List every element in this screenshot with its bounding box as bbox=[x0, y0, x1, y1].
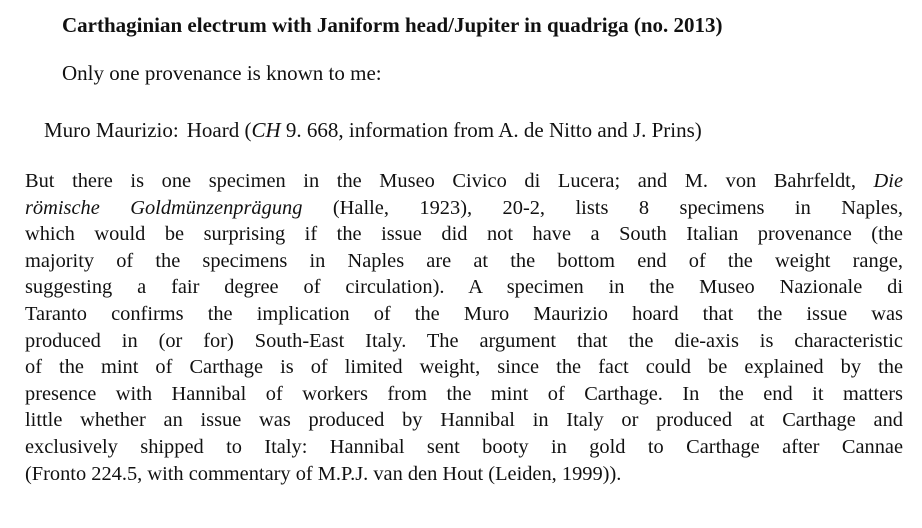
paragraph-line: suggesting a fair degree of circulation). A specimen in the Museo Nazionale di bbox=[25, 276, 903, 299]
paragraph-line: which would be surprising if the issue did not have a South Italian provenance (the bbox=[25, 223, 903, 246]
paragraph-line: exclusively shipped to Italy: Hannibal sent booty in gold to Carthage after Cannae bbox=[25, 435, 903, 458]
provenance-ref-italic: CH bbox=[251, 118, 281, 142]
paragraph-line: (Fronto 224.5, with commentary of M.P.J. van den Hout (Leiden, 1999)). bbox=[25, 462, 622, 485]
provenance-ref-post: 9. 668, information from A. de Nitto and J. Prins) bbox=[280, 118, 702, 142]
paragraph-line: of the mint of Carthage is of limited weight, since the fact could be explained by the bbox=[25, 356, 903, 379]
book-title-end: römische Goldmünzenprägung bbox=[25, 196, 303, 219]
intro-sentence: Only one provenance is known to me: bbox=[62, 61, 382, 85]
paragraph-text: (Halle, 1923), 20-2, lists 8 specimens in Naples, bbox=[302, 196, 903, 219]
book-title-start: Die bbox=[873, 170, 903, 192]
paragraph-line: majority of the specimens in Naples are at the bottom end of the weight range, bbox=[25, 249, 903, 272]
provenance-entry bbox=[44, 115, 702, 145]
paragraph-line bbox=[25, 168, 903, 195]
body-paragraph bbox=[25, 168, 903, 487]
provenance-place: Muro Maurizio: bbox=[44, 118, 179, 142]
paragraph-line bbox=[25, 195, 903, 222]
paragraph-line: presence with Hannibal of workers from the mint of Carthage. In the end it matters bbox=[25, 382, 903, 405]
paragraph-line: little whether an issue was produced by Hannibal in Italy or produced at Carthage and bbox=[25, 409, 903, 432]
paragraph-line: produced in (or for) South-East Italy. The argument that the die-axis is characteristic bbox=[25, 329, 903, 352]
paragraph-text: But there is one specimen in the Museo Civico di Lucera; and M. von Bahrfeldt, bbox=[25, 170, 874, 192]
paragraph-line: Taranto confirms the implication of the Muro Maurizio hoard that the issue was bbox=[25, 302, 903, 325]
section-heading: Carthaginian electrum with Janiform head/Jupiter in quadriga (no. 2013) bbox=[62, 13, 723, 37]
provenance-ref-pre: Hoard ( bbox=[186, 118, 252, 142]
